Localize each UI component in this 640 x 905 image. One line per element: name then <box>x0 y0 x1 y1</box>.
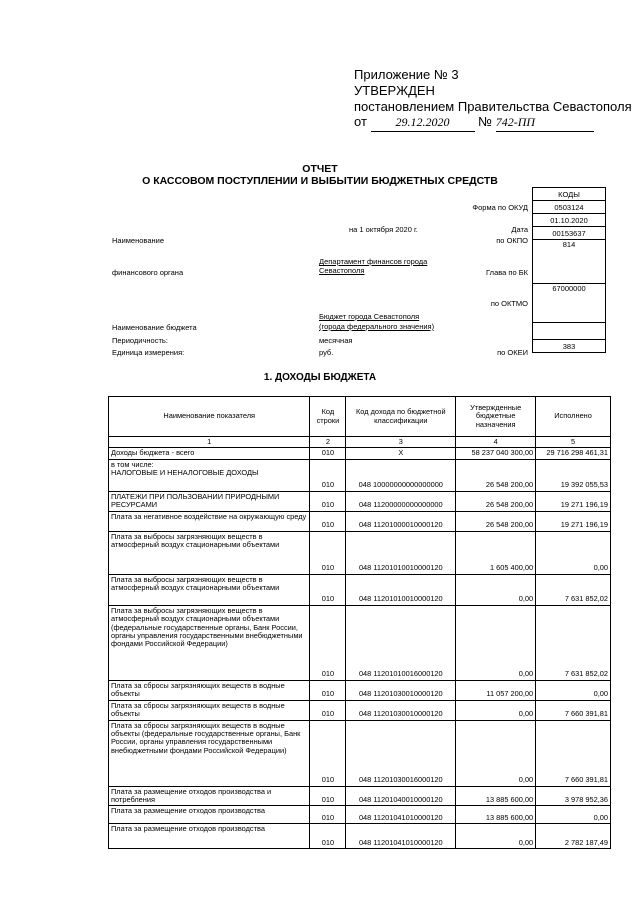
row-kbk: 048 11201041010000120 <box>346 806 456 824</box>
report-date: на 1 октября 2020 г. <box>349 225 418 234</box>
row-done: 0,00 <box>536 806 611 824</box>
report-title: ОТЧЕТ <box>302 163 338 175</box>
glava-code: 814 <box>533 240 606 284</box>
table-row <box>109 448 611 459</box>
row-kbk: X <box>346 448 456 459</box>
row-done: 7 660 391,81 <box>536 720 611 786</box>
row-name: Плата за негативное воздействие на окружающую среду <box>109 511 310 531</box>
row-name: Плата за размещение отходов производства <box>109 806 310 824</box>
row-name: Плата за размещение отходов производства и потребления <box>109 786 310 806</box>
row-plan: 13 885 600,00 <box>456 806 536 824</box>
okud-label: Форма по ОКУД <box>472 203 528 212</box>
budget-value-2: (города федерального значения) <box>319 322 435 331</box>
row-done: 0,00 <box>536 531 611 574</box>
row-name: Плата за сбросы загрязняющих веществ в водные объекты (федеральные государственные органы, Банк России, органы управления государственными внебюджетными фондами Российской Федерации) <box>109 720 310 786</box>
row-plan: 0,00 <box>456 605 536 680</box>
fin-organ-value: Департамент финансов города <box>319 257 428 266</box>
unit-label: Единица измерения: <box>112 348 185 357</box>
row-plan: 58 237 040 300,00 <box>456 448 536 459</box>
name-label: Наименование <box>112 236 164 245</box>
income-table <box>108 396 611 849</box>
row-name: Плата за выбросы загрязняющих веществ в атмосферный воздух стационарными объектами <box>109 531 310 574</box>
row-line-code: 010 <box>310 605 346 680</box>
from-label: от <box>354 114 367 129</box>
row-name: Плата за сбросы загрязняющих веществ в водные объекты <box>109 700 310 720</box>
col-number: 3 <box>346 437 456 448</box>
approval-date: 29.12.2020 <box>371 114 475 132</box>
row-done: 19 271 196,19 <box>536 491 611 511</box>
row-name: Плата за размещение отходов производства <box>109 824 310 849</box>
empty-code <box>533 323 606 340</box>
date-label: Дата <box>511 225 528 234</box>
row-line-code: 010 <box>310 491 346 511</box>
row-kbk: 048 11201030010000120 <box>346 680 456 700</box>
row-done: 29 716 298 461,31 <box>536 448 611 459</box>
report-subtitle: О КАССОВОМ ПОСТУПЛЕНИИ И ВЫБЫТИИ БЮДЖЕТНЫХ СРЕДСТВ <box>142 175 498 187</box>
row-plan: 0,00 <box>456 700 536 720</box>
table-row <box>109 680 611 700</box>
row-line-code: 010 <box>310 459 346 491</box>
date-code: 01.10.2020 <box>533 214 606 227</box>
row-kbk: 048 11201030016000120 <box>346 720 456 786</box>
table-row <box>109 511 611 531</box>
row-plan: 13 885 600,00 <box>456 786 536 806</box>
col-number: 1 <box>109 437 310 448</box>
header-indicator: Наименование показателя <box>109 397 310 437</box>
row-kbk: 048 11201010010000120 <box>346 574 456 605</box>
table-row <box>109 806 611 824</box>
row-line-code: 010 <box>310 720 346 786</box>
table-row <box>109 459 611 491</box>
row-line-code: 010 <box>310 531 346 574</box>
approval-number: 742-ПП <box>496 114 594 132</box>
header-kbk: Код дохода по бюджетной классификации <box>346 397 456 437</box>
oktmo-code: 67000000 <box>533 284 606 323</box>
table-row <box>109 824 611 849</box>
col-number: 4 <box>456 437 536 448</box>
okpo-label: по ОКПО <box>496 236 528 245</box>
header-done: Исполнено <box>536 397 611 437</box>
table-row <box>109 491 611 511</box>
row-done: 19 271 196,19 <box>536 511 611 531</box>
row-plan: 0,00 <box>456 574 536 605</box>
section-title: 1. ДОХОДЫ БЮДЖЕТА <box>263 372 377 383</box>
periodicity-value: месячная <box>319 336 353 345</box>
row-kbk: 048 11200000000000000 <box>346 491 456 511</box>
row-plan: 26 548 200,00 <box>456 459 536 491</box>
row-kbk: 048 10000000000000000 <box>346 459 456 491</box>
row-plan: 26 548 200,00 <box>456 511 536 531</box>
approved-label: УТВЕРЖДЕН <box>354 83 435 98</box>
row-name: Плата за сбросы загрязняющих веществ в водные объекты <box>109 680 310 700</box>
col-number: 2 <box>310 437 346 448</box>
table-row <box>109 574 611 605</box>
fin-organ-label: финансового органа <box>112 268 184 277</box>
row-plan: 0,00 <box>456 720 536 786</box>
row-kbk: 048 11201041010000120 <box>346 824 456 849</box>
okei-label: по ОКЕИ <box>497 348 528 357</box>
row-line-code: 010 <box>310 806 346 824</box>
row-done: 7 660 391,81 <box>536 700 611 720</box>
periodicity-label: Периодичность: <box>112 336 168 345</box>
number-label: № <box>478 114 493 129</box>
oktmo-label: по ОКТМО <box>490 299 528 308</box>
row-line-code: 010 <box>310 824 346 849</box>
col-number: 5 <box>536 437 611 448</box>
row-done: 7 631 852,02 <box>536 605 611 680</box>
glava-label: Глава по БК <box>486 268 528 277</box>
row-name: ПЛАТЕЖИ ПРИ ПОЛЬЗОВАНИИ ПРИРОДНЫМИ РЕСУРСАМИ <box>109 491 310 511</box>
row-kbk: 048 11201010016000120 <box>346 605 456 680</box>
row-line-code: 010 <box>310 680 346 700</box>
budget-value: Бюджет города Севастополя <box>319 312 420 321</box>
table-row <box>109 786 611 806</box>
row-name: Доходы бюджета - всего <box>109 448 310 459</box>
okpo-code: 00153637 <box>533 227 606 240</box>
row-line-code: 010 <box>310 574 346 605</box>
row-done: 0,00 <box>536 680 611 700</box>
row-kbk: 048 11201000010000120 <box>346 511 456 531</box>
row-plan: 26 548 200,00 <box>456 491 536 511</box>
row-line-code: 010 <box>310 700 346 720</box>
row-done: 19 392 055,53 <box>536 459 611 491</box>
okud-code: 0503124 <box>533 201 606 214</box>
row-line-code: 010 <box>310 448 346 459</box>
header-plan: Утвержденные бюджетные назначения <box>456 397 536 437</box>
table-row <box>109 720 611 786</box>
fin-organ-value-2: Севастополя <box>319 266 365 275</box>
row-kbk: 048 11201030010000120 <box>346 700 456 720</box>
budget-label: Наименование бюджета <box>112 323 197 332</box>
row-line-code: 010 <box>310 786 346 806</box>
resolution-label: постановлением Правительства Севастополя <box>354 99 632 114</box>
okei-code: 383 <box>533 340 606 353</box>
table-row <box>109 700 611 720</box>
unit-value: руб. <box>319 348 334 357</box>
approval-date-line <box>354 113 594 132</box>
row-kbk: 048 11201040010000120 <box>346 786 456 806</box>
row-name: в том числе: НАЛОГОВЫЕ И НЕНАЛОГОВЫЕ ДОХОДЫ <box>109 459 310 491</box>
row-plan: 1 605 400,00 <box>456 531 536 574</box>
codes-header: КОДЫ <box>533 188 606 201</box>
row-name: Плата за выбросы загрязняющих веществ в атмосферный воздух стационарными объектами (федеральные государственные органы, Банк России, органы управления государственными внебюджетными фондами Российской Федерации) <box>109 605 310 680</box>
row-line-code: 010 <box>310 511 346 531</box>
header-line-code: Код строки <box>310 397 346 437</box>
row-kbk: 048 11201010010000120 <box>346 531 456 574</box>
row-plan: 0,00 <box>456 824 536 849</box>
row-done: 2 782 187,49 <box>536 824 611 849</box>
row-done: 7 631 852,02 <box>536 574 611 605</box>
table-row <box>109 531 611 574</box>
row-name: Плата за выбросы загрязняющих веществ в атмосферный воздух стационарными объектами <box>109 574 310 605</box>
appendix-label: Приложение № 3 <box>354 67 459 82</box>
row-plan: 11 057 200,00 <box>456 680 536 700</box>
codes-table <box>532 187 606 353</box>
row-done: 3 978 952,36 <box>536 786 611 806</box>
table-row <box>109 605 611 680</box>
